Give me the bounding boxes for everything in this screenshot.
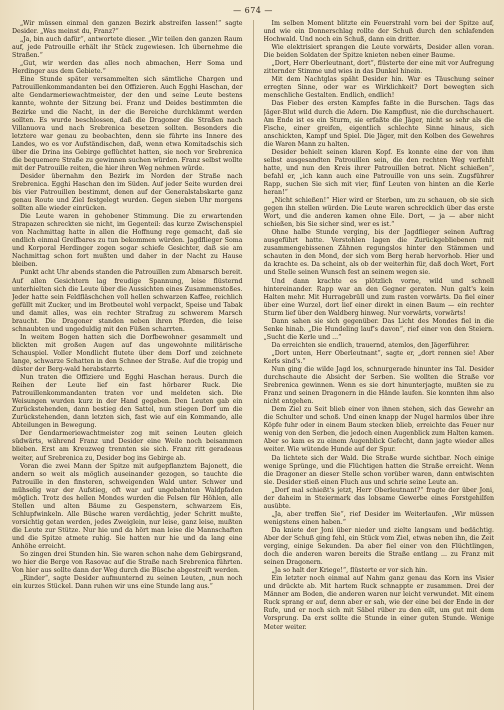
- paragraph: Dann sahen sie sich gegenüber. Das Licht des Mondes fiel in die Senke hinab. „Die Hundeling lauf's davon“, rief einer von den Steiern. „Sucht die Kerle und ...“: [263, 317, 494, 341]
- paragraph: Da kniete der Joni über nieder und zielte langsam und bedächtig. Aber der Schuß ging fehl, ein Stück vom Ziel, etwas neben ihn, die Zeit verging, einige Sekunden. Da aber fiel einer von den Flüchtlingen, doch die anderen waren bereits die Straße entlang ... zu Franz mit seinen Dragonern.: [263, 526, 494, 567]
- paragraph: Ohne halbe Stunde verging, bis der Jagdflieger seinen Auftrag ausgeführt hatte. Verstohlen lagen die Zurückgebliebenen mit zusammengebissenen Zähnen regungslos hinter den Stämmen und schauten in den Mond, der sich vom Berg herab hervorhob. Hier und da krachte es. Da scheint, als ob der weiterhin für, daß doch Wort, Fort und Stelle seinen Wunsch fest an seinem wegen sie.: [263, 229, 494, 277]
- paragraph: „Ja so halt der Kriege!“, flüsterte er vor sich hin.: [271, 567, 428, 575]
- paragraph: Eine Stunde später versammelten sich sämtliche Chargen und Patrouillenkommandanten bei den Offizieren. Auch Egghi Haschan, der alte Gendarmeriewachtmeister, der den und seine Leute bestens kannte, wohnte der Sitzung bei. Franz und Deides bestimmten die Bezirke und die Nacht, in der die Bereiche durchkämmt werden sollten. Es wurde beschlossen, daß die Dragoner die Straßen nach Villanuova und nach Srebrenica besetzen sollten. Besonders die letztere war genau zu beobachten, denn sie führte ins Innere des Landes, wo es vor Aufständischen, daß, wenn etwa Komitadschis sich über die Drina ins Gebirge geflüchtet hatten, sie noch vor Srebrenica die bequemere Straße zu gewinnen suchen würden. Franz selbst wollte mit der Patrouille reiten, die hier ihren Weg nehmen würde.: [12, 76, 243, 172]
- paragraph: Da lichtete sich der Wald. Die Straße wurde sichtbar. Noch einige wenige Sprünge, und die Flüchtigen hatten die Straße erreicht. Wenn die Dragoner an dieser Stelle schon vorüber waren, dann entwischten sie. Desider stieß einen Fluch aus und schrie seine Leute an.: [263, 454, 494, 486]
- page-number: — 674 —: [233, 6, 273, 15]
- paragraph: „Rinder“, sagte Desider aufmunternd zu seinen Leuten, „nun noch ein kurzes Stückel. Dann ruhen wir uns eine Stunde lang aus.“: [12, 575, 243, 591]
- paragraph: Das Fieber des ersten Kampfes faßte in die Burschen. Tags das Jäger-Blut wild durch die Adern. Die Kampflust, nie die durchschauert. Am Ende ist es ein Sturm, sie erfaßte die Jäger, nicht so sehr als die Fische, einer greifen, eigentlich schlechte Sinne hinaus, sich anschickten, Kampf und Spiel. Die Jäger, mit den Kolben des Gewehres die Waren Mann zu halten.: [263, 100, 494, 148]
- paragraph: Voran die zwei Mann der Spitze mit aufgepflanztem Bajonett, die andern so weit als möglich auseinander gezogen, so tauchte die Patrouille in den finsteren, schweigenden Wald unter. Schwer und mühselig war der Aufstieg, oft war auf ungebahnten Waldpfaden möglich. Trotz des hellen Mondes wurden die Felsen für Höhlen, alle Stellen und alten Bäume zu Gespenstern, schwarzem Eis, Schlupfwinkeln. Alle Büsche waren verdächtig, jeder Schritt mußte, vorsichtig getan werden, jedes Zweiglein, nur leise, ganz leise, mußten die Leute zur Stütze. Nur hie und da hört man leise die Mannschaften und die Spitze atmete ruhig. Sie hatten nur hie und da lang eine Anhöhe erreicht.: [12, 462, 243, 551]
- paragraph: „Dort unten, Herr Oberleutnant“, sagte er, „dort rennen sie! Aber Kerls sind's.“: [263, 349, 494, 365]
- paragraph: Desider übernahm den Bezirk im Norden der Straße nach Srebrenica. Egghi Haschan den im Süden. Auf jeder Seite wurden drei bis vier Patrouillen bestimmt, denen auf der Generalstabskarte ganz genau Route und Ziel festgelegt wurden. Gegen sieben Uhr morgens sollten alle wieder einrücken.: [12, 172, 243, 213]
- paragraph: Im selben Moment blitzte ein Feuerstrahl vorn bei der Spitze auf, und wie ein Donnerschlag rollte der Schuß durch den schlafenden Hochwald. Und noch ein Schuß, dann ein dritter.: [263, 20, 494, 44]
- paragraph: Wie elektrisiert sprangen die Leute vorwärts, Desider allen voran. Die beiden Soldaten der Spitze knieten neben einer Baume.: [263, 44, 494, 60]
- paragraph: Punkt acht Uhr abends standen die Patrouillen zum Abmarsch bereit. Auf allen Gesichtern lag freudige Spannung, leise flüsternd unterhielten sich die Leute über die Aussichten eines Zusammenstoßes. Jeder hatte sein Feldfläschchen voll hellen schwarzen Kaffee, reichlich gefüllt mit Zucker, und im Brotbeutel wohl verpackt, Speise und Tabak und damit alles, was ein rechter Strafzug zu schwerem Marsch braucht. Die Dragoner standen neben ihren Pferden, die leise schnaubten und ungeduldig mit den Füßen scharrten.: [12, 269, 243, 333]
- paragraph: „Ja, aber treffen Sie“, rief Desider im Weiterlaufen. „Wir müssen wenigstens einen haben.“: [263, 510, 494, 526]
- paragraph: Der Gendarmeriewachtmeister zog mit seinen Leuten gleich südwärts, während Franz und Desider eine Weile noch beisammen blieben. Erst am Kreuzweg trennten sie sich. Franz ritt geradeaus weiter, auf Srebrenica zu, Desider bog ins Gebirge ab.: [12, 430, 243, 462]
- paragraph: Desider behielt seinen klaren Kopf. Es konnte eine der von ihm selbst ausgesandten Patrouillen sein, die den rechten Weg verfehlt hatte, und nun den Kreis ihrer Patrouillen betrat. Nicht schießen“, befahl er, „ich kann auch eine Patrouille von uns sein. Zugsführer Rapp, suchen Sie sich mit vier, fünf Leuten von hinten an die Kerle heran!“: [263, 148, 494, 196]
- paragraph: So zingen drei Stunden hin. Sie waren schon nahe dem Gebirgsrand, wo hier die Berge von Rasovac auf die Straße nach Srebrenica führten. Von hier aus sollte dann der Weg durch die Büsche abgestreift werden.: [12, 551, 243, 575]
- paragraph: Mit dem Nachtglas späht Desider hin. War es Täuschung seiner erregten Sinne, oder war es Wirklichkeit? Dort bewegten sich menschliche Gestalten. Endlich, endlich!: [263, 76, 494, 100]
- paragraph: „Dort, Herr Oberleutnant, dort“, flüsterte der eine mit vor Aufregung zitternder Stimme und wies in das Dunkel hinein.: [263, 60, 494, 76]
- paragraph: Ein letzter noch einmal auf Nahm ganz genau das Korn ins Visier und drückte ab. Mit hartem Ruck schnappte er zusammen. Drei der Männer am Boden, die anderen waren nur leicht verwundet. Mit einem Ruck sprang er auf, denn aber er sah, wie der eine bei der Ende in der Rufe, und er noch sich mit Säbel rüber zu den eilt, um gut mit dem Vorsprung. Da erst sollte die Stunde in einer guten Stunde. Wenige Meter weiter.: [263, 575, 494, 631]
- paragraph: Die Leute waren in gehobener Stimmung. Die zu erwartenden Strapazen schreckten sie nicht, im Gegenteil: das kurze Zwischenspiel von Nachmittag hatte in allen die Hoffnung rege gemacht, daß sie endlich einmal Greifbares zu tun bekommen würden. Jagdflieger Soma und Korporal Herdinger zogen sogar schiefe Gesichter, daß sie am Nachmittag schon fort mußten und daher in der Nacht zu Hause bleiben.: [12, 213, 243, 269]
- paragraph: „Dorf mal schießt's jetzt, Herr Oberleutnant?“ fragte der über Joni, der daheim in Steiermark das lobsame Gewerbe eines Forstgehilfen ausübte.: [263, 486, 494, 510]
- paragraph: Da erreichten sie endlich, trauernd, atemlos, den Jägerführer.: [271, 341, 470, 349]
- paragraph: „Wir müssen einmal den ganzen Bezirk abstreifen lassen!“ sagte Desider. „Was meinst du, Franz?“: [12, 20, 243, 36]
- paragraph: „Ja, bin auch dafür“, antwortete dieser. „Wir teilen den ganzen Raum auf, jede Patrouille erhält ihr Stück zugewiesen. Ich übernehme die Straßen.“: [12, 36, 243, 60]
- paragraph: Dem Ziel zu Seit blieb einer von ihnen stehen, sich das Gewehr an die Schulter und schoß. Und einen knapp der Nugel harmlos über ihre Köpfe fuhr oder in einem Baum stecken blieb, erreichte das Feuer nur wenig von den Serben, die jedoch einen Augenblick zum Halten kamen. Aber so kam es zu einem Augenblick Gefecht, dann jagte wieder alles weiter. Wie wütende Hunde auf der Spur.: [263, 406, 494, 454]
- paragraph: In weitem Bogen hatten sich die Dorfbewohner gesammelt und blickten mit großen Augen auf das ungewohnte militärische Schauspiel. Voller Mondlicht flutete über dem Dorf und zeichnete lange, schwarze Schatten in den Schnee der Straße. Auf die tropig und düster der Berg-wald herabstarrte.: [12, 333, 243, 374]
- column-divider: [253, 20, 254, 710]
- right-column: [264, 20, 495, 710]
- paragraph: „Gut, wir werden das alles noch abmachen, Herr Soma und Herdinger aus dem Gebiete.“: [12, 60, 243, 76]
- left-column: [12, 20, 243, 710]
- paragraph: Und dann krachte es plötzlich vorne, wild und schnell hintereinander. Rapp war an den Gegner geraten. Nun galt's kein Halten mehr. Mit Hurragebrüll und zum rasten vorwärts. Da fiel einer über eine Wurzel, dort lief einer direkt in einen Baum — ein rechter Sturm lief über den Waldberg hinweg. Nur vorwärts, vorwärts!: [263, 277, 494, 317]
- paragraph: Nun traten die Offiziere und Egghi Haschan heraus. Durch die Reihen der Leute lief ein fast hörbarer Ruck. Die Patrouillenkommandanten traten vor und meldeten sich. Die Weisungen wurden kurz in der Hand gegeben. Den Leuten gab ein Zurückstehenden, dann bestieg den Sattel, nun stiegen Dorf um die Zurückstehenden, dann letzten sich, fast wie auf ein Kommando, alle Abteilungen in Bewegung.: [12, 374, 243, 430]
- paragraph: „Nicht schießen!“ Hier wird er Sterben, um zu schauen, ob sie sich gegen ihn stellen würden. Die Leute waren schrecklich über das erste Wort, und die anderen kamen ohne Eile. Dort, — ja — aber nicht schießen, bis Sie sicher sind, wer es ist.“: [263, 197, 494, 229]
- paragraph: Nun ging die wilde Jagd los, schnurgerade hinunter ins Tal. Desider durchschaute die Absicht der Serben. Sie wollten die Straße vor Srebrenica gewinnen. Wenn es sie dort hinunterjagte, mußten sie zu Franz und seinen Dragonern in die Hände laufen. Sie konnten ihm also nicht entgehen.: [263, 366, 494, 406]
- text-columns: [12, 20, 494, 710]
